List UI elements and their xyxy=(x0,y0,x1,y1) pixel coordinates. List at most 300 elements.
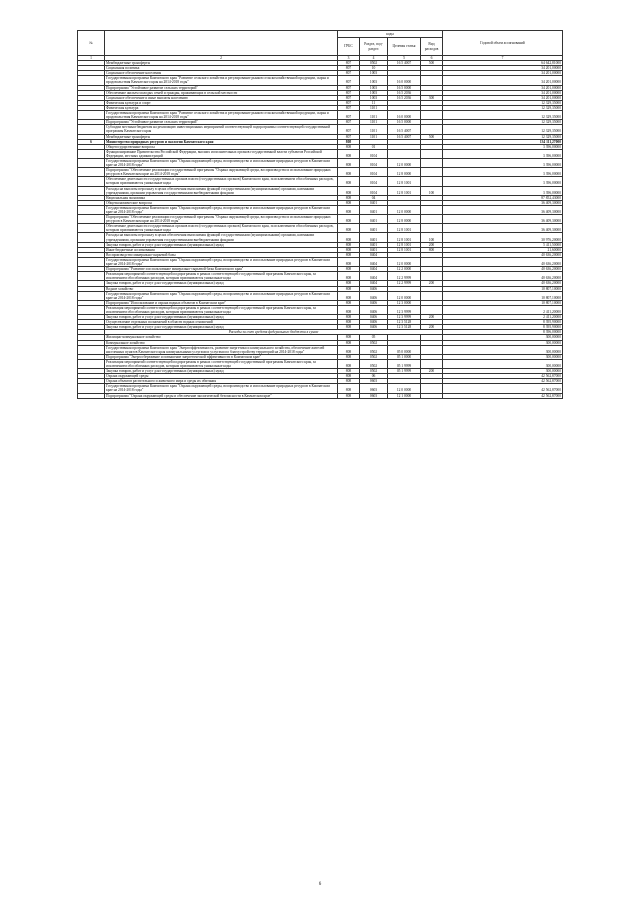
row-name: Подпрограмма "Охрана окружающей среды и обеспечение экологической безопасности в Камчатском крае" xyxy=(105,393,338,398)
row-name: Субсидии местным бюджетам на реализацию инвестиционных мероприятий соответствующей подпрограммы соответствующей государственной программы Камчатского края xyxy=(105,125,338,134)
row-number xyxy=(78,305,105,314)
vid-cell xyxy=(421,149,443,158)
row-name: Иные бюджетные ассигнования xyxy=(105,247,338,252)
target-cell: 12 2 0000 xyxy=(388,267,421,272)
target-cell: 12 0 0000 xyxy=(388,257,421,266)
row-number xyxy=(78,205,105,214)
row-name: Охрана окружающей среды xyxy=(105,374,338,379)
row-name: Подпрограмма "Обеспечение реализации государственной программы "Охрана окружающей среды, воспроизводство и использование природных ресурсов в Камчатском крае на 2014-2018 годы" xyxy=(105,215,338,224)
grbs-cell: 808 xyxy=(338,252,360,257)
grbs-cell: 808 xyxy=(338,359,360,368)
vid-cell: 500 xyxy=(421,61,443,66)
target-cell: 16 0 0000 xyxy=(388,76,421,85)
grbs-cell: 808 xyxy=(338,186,360,195)
amount-cell: 8 395,90000 xyxy=(443,325,563,330)
grbs-cell: 808 xyxy=(338,168,360,177)
amount-cell: 12 329,35000 xyxy=(443,134,563,139)
section-cell: 1101 xyxy=(360,120,388,125)
amount-cell: 300,00000 xyxy=(443,335,563,340)
row-number xyxy=(78,177,105,186)
section-cell: 0406 xyxy=(360,320,388,325)
grbs-cell: 807 xyxy=(338,134,360,139)
grbs-cell: 808 xyxy=(338,242,360,247)
amount-cell: 134 111,27000 xyxy=(443,139,563,144)
row-name: Государственная программа Камчатского края "Энергоэффективность, развитие энергетики и коммунального хозяйства, обеспечение жителей населенных пунктов Камчатского края коммунальными услугами и услугами по благоустройству территорий на 2014-2018 годы" xyxy=(105,345,338,354)
grbs-cell: 807 xyxy=(338,90,360,95)
section-cell: 0404 xyxy=(360,267,388,272)
amount-cell: 3 396,00000 xyxy=(443,186,563,195)
row-name: Подпрограмма "Развитие и использование минерально-сырьевой базы Камчатского края" xyxy=(105,267,338,272)
section-cell: 05 xyxy=(360,335,388,340)
index-cell: 5 xyxy=(388,56,421,61)
grbs-cell: 807 xyxy=(338,100,360,105)
index-cell: 4 xyxy=(360,56,388,61)
amount-cell: 42 562,87000 xyxy=(443,384,563,393)
amount-cell: 12 329,35000 xyxy=(443,105,563,110)
index-cell: 6 xyxy=(421,56,443,61)
table-body xyxy=(78,61,563,399)
vid-cell xyxy=(421,393,443,398)
amount-cell: 3 396,00000 xyxy=(443,177,563,186)
table-row xyxy=(78,186,563,195)
amount-cell: 34 201,00000 xyxy=(443,66,563,71)
section-cell: 0104 xyxy=(360,149,388,158)
row-name: Закупка товаров, работ и услуг для государственных (муниципальных) нужд xyxy=(105,315,338,320)
amount-cell: 3 396,00000 xyxy=(443,149,563,158)
row-name: Государственная программа Камчатского края "Развитие сельского хозяйства и регулирование рынков сельскохозяйственной продукции, сырья и продовольствия Камчатского края на 2014-2018 годы" xyxy=(105,111,338,120)
table-row xyxy=(78,233,563,242)
target-cell: 12 3 0000 xyxy=(388,300,421,305)
table-row xyxy=(78,257,563,266)
amount-cell: 3 396,00000 xyxy=(443,144,563,149)
row-name: Подпрограмма "Энергосбережение и повышение энергетической эффективности в Камчатском крае" xyxy=(105,354,338,359)
amount-cell: 42 562,87000 xyxy=(443,379,563,384)
row-name: Подпрограмма "Устойчивое развитие сельских территорий" xyxy=(105,85,338,90)
section-cell: 1003 xyxy=(360,95,388,100)
header-grbs: ГРБС xyxy=(338,38,360,56)
section-cell: 04 xyxy=(360,195,388,200)
grbs-cell: 808 xyxy=(338,354,360,359)
grbs-cell: 808 xyxy=(338,272,360,281)
section-cell: 0406 xyxy=(360,300,388,305)
grbs-cell: 808 xyxy=(338,281,360,286)
amount-cell: 64 642,81000 xyxy=(443,61,563,66)
document-page xyxy=(77,30,562,399)
vid-cell xyxy=(421,168,443,177)
section-cell: 0502 xyxy=(360,345,388,354)
table-row xyxy=(78,272,563,281)
section-cell: 1101 xyxy=(360,105,388,110)
vid-cell xyxy=(421,205,443,214)
row-name: Физическая культура и спорт xyxy=(105,100,338,105)
row-name: Обеспечение деятельности государственных органов власти (государственных органов) Камчатского края, за исключением обособленных расходов, которым присваиваются уникальные коды xyxy=(105,224,338,233)
header-target: Целевая статья xyxy=(388,38,421,56)
amount-cell: 5 411,50000 xyxy=(443,242,563,247)
table-row xyxy=(78,359,563,368)
target-cell: 12 8 0000 xyxy=(388,215,421,224)
header-vid: Вид расходов xyxy=(421,38,443,56)
target-cell: 05 0 0000 xyxy=(388,345,421,354)
target-cell: 12 8 0000 xyxy=(388,168,421,177)
vid-cell: 200 xyxy=(421,242,443,247)
amount-cell: 8 395,90000 xyxy=(443,320,563,325)
grbs-cell: 808 xyxy=(338,286,360,291)
amount-cell: 12 329,35000 xyxy=(443,125,563,134)
section-cell: 0104 xyxy=(360,186,388,195)
header-section: Раздел, под-раздел xyxy=(360,38,388,56)
grbs-cell: 808 xyxy=(338,224,360,233)
table-row xyxy=(78,384,563,393)
table-row xyxy=(78,224,563,233)
section-cell: 0401 xyxy=(360,247,388,252)
row-name: Расходы на выплаты персоналу в целях обеспечения выполнения функций государственными (муниципальными) органами, казенными учреждениями, органами управления государственными внебюджетными фондами xyxy=(105,186,338,195)
section-cell: 0603 xyxy=(360,393,388,398)
amount-cell: 34 201,00000 xyxy=(443,90,563,95)
grbs-cell: 807 xyxy=(338,66,360,71)
section-cell: 0406 xyxy=(360,325,388,330)
grbs-cell: 808 xyxy=(338,200,360,205)
row-name: Подпрограмма "Устойчивое развитие сельских территорий" xyxy=(105,120,338,125)
row-name: Государственная программа Камчатского края "Охрана окружающей среды, воспроизводство и использование природных ресурсов в Камчатском крае на 2014-2018 годы" xyxy=(105,384,338,393)
section-cell: 1101 xyxy=(360,134,388,139)
target-cell: 12 0 0000 xyxy=(388,291,421,300)
target-cell: 12 8 1001 xyxy=(388,186,421,195)
target-cell: 12 8 1001 xyxy=(388,224,421,233)
index-cell: 3 xyxy=(338,56,360,61)
target-cell: 12 3 9999 xyxy=(388,315,421,320)
amount-cell: 300,00000 xyxy=(443,340,563,345)
row-number xyxy=(78,149,105,158)
grbs-cell: 808 xyxy=(338,195,360,200)
section-cell: 0502 xyxy=(360,369,388,374)
section-cell: 0502 xyxy=(360,340,388,345)
row-name: Обеспечение деятельности государственных органов власти (государственных органов) Камчатского края, за исключением обособленных расходов, которым присваиваются уникальные коды xyxy=(105,177,338,186)
row-number xyxy=(78,257,105,266)
row-number xyxy=(78,111,105,120)
section-cell: 0404 xyxy=(360,272,388,281)
vid-cell xyxy=(421,158,443,167)
section-cell: 0401 xyxy=(360,224,388,233)
amount-cell: 40 636,20000 xyxy=(443,272,563,281)
grbs-cell: 808 xyxy=(338,335,360,340)
budget-table xyxy=(77,30,563,399)
amount-cell: 10 807,10000 xyxy=(443,300,563,305)
row-name: Межбюджетные трансферты xyxy=(105,134,338,139)
vid-cell: 800 xyxy=(421,247,443,252)
table-row xyxy=(78,205,563,214)
section-cell: 06 xyxy=(360,374,388,379)
target-cell: 16 5 0000 xyxy=(388,85,421,90)
vid-cell xyxy=(421,215,443,224)
amount-cell: 40 636,20000 xyxy=(443,281,563,286)
vid-cell xyxy=(421,345,443,354)
row-name: Физическая культура xyxy=(105,105,338,110)
amount-cell: 36 409,30000 xyxy=(443,200,563,205)
vid-cell xyxy=(421,76,443,85)
table-row xyxy=(78,345,563,354)
target-cell: 12 8 1001 xyxy=(388,177,421,186)
grbs-cell: 808 xyxy=(338,384,360,393)
section-cell: 0406 xyxy=(360,305,388,314)
row-name: Подпрограмма "Использование и охрана водных объектов в Камчатском крае" xyxy=(105,300,338,305)
target-cell: 12 0 0000 xyxy=(388,205,421,214)
index-cell: 1 xyxy=(78,56,105,61)
section-cell: 1003 xyxy=(360,71,388,76)
section-cell: 1003 xyxy=(360,90,388,95)
row-name: Социальная политика xyxy=(105,66,338,71)
grbs-cell: 808 xyxy=(338,300,360,305)
section-cell: 0502 xyxy=(360,354,388,359)
amount-cell: 300,00000 xyxy=(443,354,563,359)
table-row xyxy=(78,76,563,85)
amount-cell: 36 409,30000 xyxy=(443,224,563,233)
amount-cell: 12 329,35000 xyxy=(443,100,563,105)
section-cell: 0404 xyxy=(360,252,388,257)
target-cell: 16 5 4007 xyxy=(388,134,421,139)
section-cell: 0401 xyxy=(360,233,388,242)
target-cell: 12 3 5128 xyxy=(388,325,421,330)
target-cell: 16 5 2036 xyxy=(388,90,421,95)
section-cell: 0603 xyxy=(360,384,388,393)
grbs-cell: 808 xyxy=(338,215,360,224)
row-name: Функционирование Правительства Российской Федерации, высших исполнительных органов государственной власти субъектов Российской Федерации, местных администраций xyxy=(105,149,338,158)
target-cell: 05 1 9999 xyxy=(388,359,421,368)
target-cell: 12 8 1001 xyxy=(388,242,421,247)
amount-cell: 12 329,35000 xyxy=(443,111,563,120)
amount-cell: 300,00000 xyxy=(443,345,563,354)
amount-cell: 12 329,35000 xyxy=(443,120,563,125)
section-cell: 0104 xyxy=(360,158,388,167)
target-cell: 12 2 9999 xyxy=(388,272,421,281)
row-number xyxy=(78,76,105,85)
grbs-cell: 808 xyxy=(338,158,360,167)
grbs-cell: 808 xyxy=(338,144,360,149)
grbs-cell: 807 xyxy=(338,111,360,120)
table-row xyxy=(78,125,563,134)
amount-cell: 3 396,00000 xyxy=(443,168,563,177)
target-cell: 05 1 0000 xyxy=(388,354,421,359)
section-cell: 0406 xyxy=(360,291,388,300)
amount-cell: 8 396,00000 xyxy=(443,330,563,335)
row-number xyxy=(78,384,105,393)
section-cell: 1101 xyxy=(360,111,388,120)
header-name xyxy=(105,31,338,56)
row-name: Обеспечение жильем молодых семей и граждан, проживающих в сельской местности xyxy=(105,90,338,95)
vid-cell: 100 xyxy=(421,186,443,195)
amount-cell: 2 411,20000 xyxy=(443,305,563,314)
section-cell: 1003 xyxy=(360,85,388,90)
row-number xyxy=(78,359,105,368)
row-number xyxy=(78,186,105,195)
section-cell: 0401 xyxy=(360,215,388,224)
row-name: Государственная программа Камчатского края "Охрана окружающей среды, воспроизводство и использование природных ресурсов в Камчатском крае на 2014-2018 годы" xyxy=(105,257,338,266)
vid-cell: 300 xyxy=(421,95,443,100)
grbs-cell: 807 xyxy=(338,85,360,90)
row-name: Межбюджетные трансферты xyxy=(105,61,338,66)
amount-cell: 34 201,00000 xyxy=(443,71,563,76)
section-cell: 0406 xyxy=(360,315,388,320)
table-row xyxy=(78,305,563,314)
target-cell: 16 5 0000 xyxy=(388,120,421,125)
vid-cell xyxy=(421,384,443,393)
target-cell: 16 5 2036 xyxy=(388,95,421,100)
row-name: Закупка товаров, работ и услуг для государственных (муниципальных) нужд xyxy=(105,281,338,286)
grbs-cell: 807 xyxy=(338,120,360,125)
row-name: Реализация мероприятий соответствующей подпрограммы в рамках соответствующей государственной программы Камчатского края, за исключением обособленных расходов, которым присваиваются уникальные коды xyxy=(105,305,338,314)
vid-cell xyxy=(421,272,443,281)
row-name: Общеэкономические вопросы xyxy=(105,200,338,205)
vid-cell: 100 xyxy=(421,233,443,242)
target-cell: 12 2 9999 xyxy=(388,281,421,286)
grbs-cell: 807 xyxy=(338,125,360,134)
section-cell: 10 xyxy=(360,66,388,71)
row-name: Охрана объектов растительного и животного мира и среды их обитания xyxy=(105,379,338,384)
section-cell: 0603 xyxy=(360,379,388,384)
grbs-cell: 808 xyxy=(338,374,360,379)
row-name: Расходы на выплаты персоналу в целях обеспечения выполнения функций государственными (муниципальными) органами, казенными учреждениями, органами управления государственными внебюджетными фондами xyxy=(105,233,338,242)
target-cell xyxy=(388,149,421,158)
row-name: Реализация мероприятий соответствующей подпрограммы в рамках соответствующей государственной программы Камчатского края, за исключением обособленных расходов, которым присваиваются уникальные коды xyxy=(105,359,338,368)
amount-cell: 34 201,00000 xyxy=(443,85,563,90)
row-name: Государственная программа Камчатского края "Охрана окружающей среды, воспроизводство и использование природных ресурсов в Камчатском крае на 2014-2018 годы" xyxy=(105,205,338,214)
target-cell: 12 0 0000 xyxy=(388,384,421,393)
target-cell: 16 5 4007 xyxy=(388,125,421,134)
section-cell: 1003 xyxy=(360,76,388,85)
vid-cell xyxy=(421,359,443,368)
target-cell: 12 1 0000 xyxy=(388,393,421,398)
amount-cell: 36 409,30000 xyxy=(443,205,563,214)
grbs-cell: 808 xyxy=(338,305,360,314)
section-cell: 0404 xyxy=(360,281,388,286)
row-number xyxy=(78,224,105,233)
row-name: Государственная программа Камчатского края "Охрана окружающей среды, воспроизводство и использование природных ресурсов в Камчатском крае на 2014-2018 годы" xyxy=(105,291,338,300)
amount-cell: 87 852,43000 xyxy=(443,195,563,200)
target-cell: 16 5 4007 xyxy=(388,61,421,66)
grbs-cell: 807 xyxy=(338,76,360,85)
vid-cell xyxy=(421,177,443,186)
grbs-cell: 808 xyxy=(338,233,360,242)
amount-cell: 10 807,10000 xyxy=(443,286,563,291)
grbs-cell: 807 xyxy=(338,61,360,66)
amount-cell: 21,60000 xyxy=(443,247,563,252)
grbs-cell: 808 xyxy=(338,369,360,374)
grbs-cell: 808 xyxy=(338,177,360,186)
amount-cell: 42 562,87000 xyxy=(443,393,563,398)
grbs-cell: 808 xyxy=(338,205,360,214)
amount-cell: 36 409,30000 xyxy=(443,215,563,224)
row-name: Государственная программа Камчатского края "Охрана окружающей среды, воспроизводство и использование природных ресурсов в Камчатском крае на 2014-2018 годы" xyxy=(105,158,338,167)
vid-cell: 200 xyxy=(421,325,443,330)
vid-cell xyxy=(421,111,443,120)
row-number xyxy=(78,345,105,354)
amount-cell: 300,00000 xyxy=(443,369,563,374)
table-row xyxy=(78,393,563,398)
section-cell: 1101 xyxy=(360,125,388,134)
vid-cell xyxy=(421,257,443,266)
vid-cell xyxy=(421,291,443,300)
row-name: Закупка товаров, работ и услуг для государственных (муниципальных) нужд xyxy=(105,369,338,374)
section-cell: 01 xyxy=(360,144,388,149)
header-amount: Годовой объем ассигнований xyxy=(443,31,563,56)
row-name: Общегосударственные вопросы xyxy=(105,144,338,149)
amount-cell: 42 562,87000 xyxy=(443,374,563,379)
section-cell: 0502 xyxy=(360,61,388,66)
section-cell: 0401 xyxy=(360,242,388,247)
row-name: Реализация мероприятий соответствующей подпрограммы в рамках соответствующей государственной программы Камчатского края, за исключением обособленных расходов, которым присваиваются уникальные коды xyxy=(105,272,338,281)
row-name: Социальное обеспечение населения xyxy=(105,71,338,76)
grbs-cell: 807 xyxy=(338,105,360,110)
grbs-cell: 808 xyxy=(338,247,360,252)
row-name: Подпрограмма "Обеспечение реализации государственной программы "Охрана окружающей среды, воспроизводство и использование природных ресурсов в Камчатском крае на 2014-2018 годы" xyxy=(105,168,338,177)
grbs-cell: 808 xyxy=(338,315,360,320)
grbs-cell: 807 xyxy=(338,95,360,100)
vid-cell: 500 xyxy=(421,134,443,139)
page-number: 6 xyxy=(318,882,322,887)
row-name: Государственная программа Камчатского края "Развитие сельского хозяйства и регулирование рынков сельскохозяйственной продукции, сырья и продовольствия Камчатского края на 2014-2018 годы" xyxy=(105,76,338,85)
table-row xyxy=(78,177,563,186)
grbs-cell: 807 xyxy=(338,71,360,76)
grbs-cell: 808 xyxy=(338,257,360,266)
row-name: Коммунальное хозяйство xyxy=(105,340,338,345)
amount-cell: 3 396,00000 xyxy=(443,158,563,167)
target-cell: 05 1 9999 xyxy=(388,369,421,374)
section-cell: 0104 xyxy=(360,168,388,177)
section-cell: 0502 xyxy=(360,359,388,368)
amount-cell: 10 807,10000 xyxy=(443,291,563,300)
vid-cell: 200 xyxy=(421,281,443,286)
grbs-cell: 808 xyxy=(338,149,360,158)
table-row xyxy=(78,149,563,158)
section-cell: 0401 xyxy=(360,200,388,205)
row-name: Осуществление отдельных полномочий в области водных отношений xyxy=(105,320,338,325)
section-cell: 0104 xyxy=(360,177,388,186)
grbs-cell: 808 xyxy=(338,325,360,330)
amount-cell: 300,00000 xyxy=(443,359,563,368)
section-cell: 11 xyxy=(360,100,388,105)
target-cell: 12 0 0000 xyxy=(388,158,421,167)
target-cell: 12 8 1001 xyxy=(388,247,421,252)
row-number xyxy=(78,215,105,224)
amount-cell: 40 636,20000 xyxy=(443,267,563,272)
target-cell: 12 3 5128 xyxy=(388,320,421,325)
amount-cell: 34 201,00000 xyxy=(443,76,563,85)
table-row xyxy=(78,168,563,177)
row-number xyxy=(78,233,105,242)
target-cell: 12 3 9999 xyxy=(388,305,421,314)
row-name: Водное хозяйство xyxy=(105,286,338,291)
table-row xyxy=(78,215,563,224)
table-row xyxy=(78,291,563,300)
row-number xyxy=(78,168,105,177)
amount-cell: 30 976,20000 xyxy=(443,233,563,242)
vid-cell xyxy=(421,125,443,134)
vid-cell: 200 xyxy=(421,315,443,320)
grbs-cell: 808 xyxy=(338,345,360,354)
row-name: Закупка товаров, работ и услуг для государственных (муниципальных) нужд xyxy=(105,325,338,330)
index-cell: 2 xyxy=(105,56,338,61)
vid-cell xyxy=(421,305,443,314)
section-cell: 0401 xyxy=(360,205,388,214)
row-name: Национальная экономика xyxy=(105,195,338,200)
amount-cell: 40 636,20000 xyxy=(443,252,563,257)
target-cell: 12 8 1001 xyxy=(388,233,421,242)
grbs-cell: 808 xyxy=(338,379,360,384)
row-number xyxy=(78,291,105,300)
row-number xyxy=(78,125,105,134)
table-row xyxy=(78,111,563,120)
row-number xyxy=(78,272,105,281)
index-cell: 7 xyxy=(443,56,563,61)
